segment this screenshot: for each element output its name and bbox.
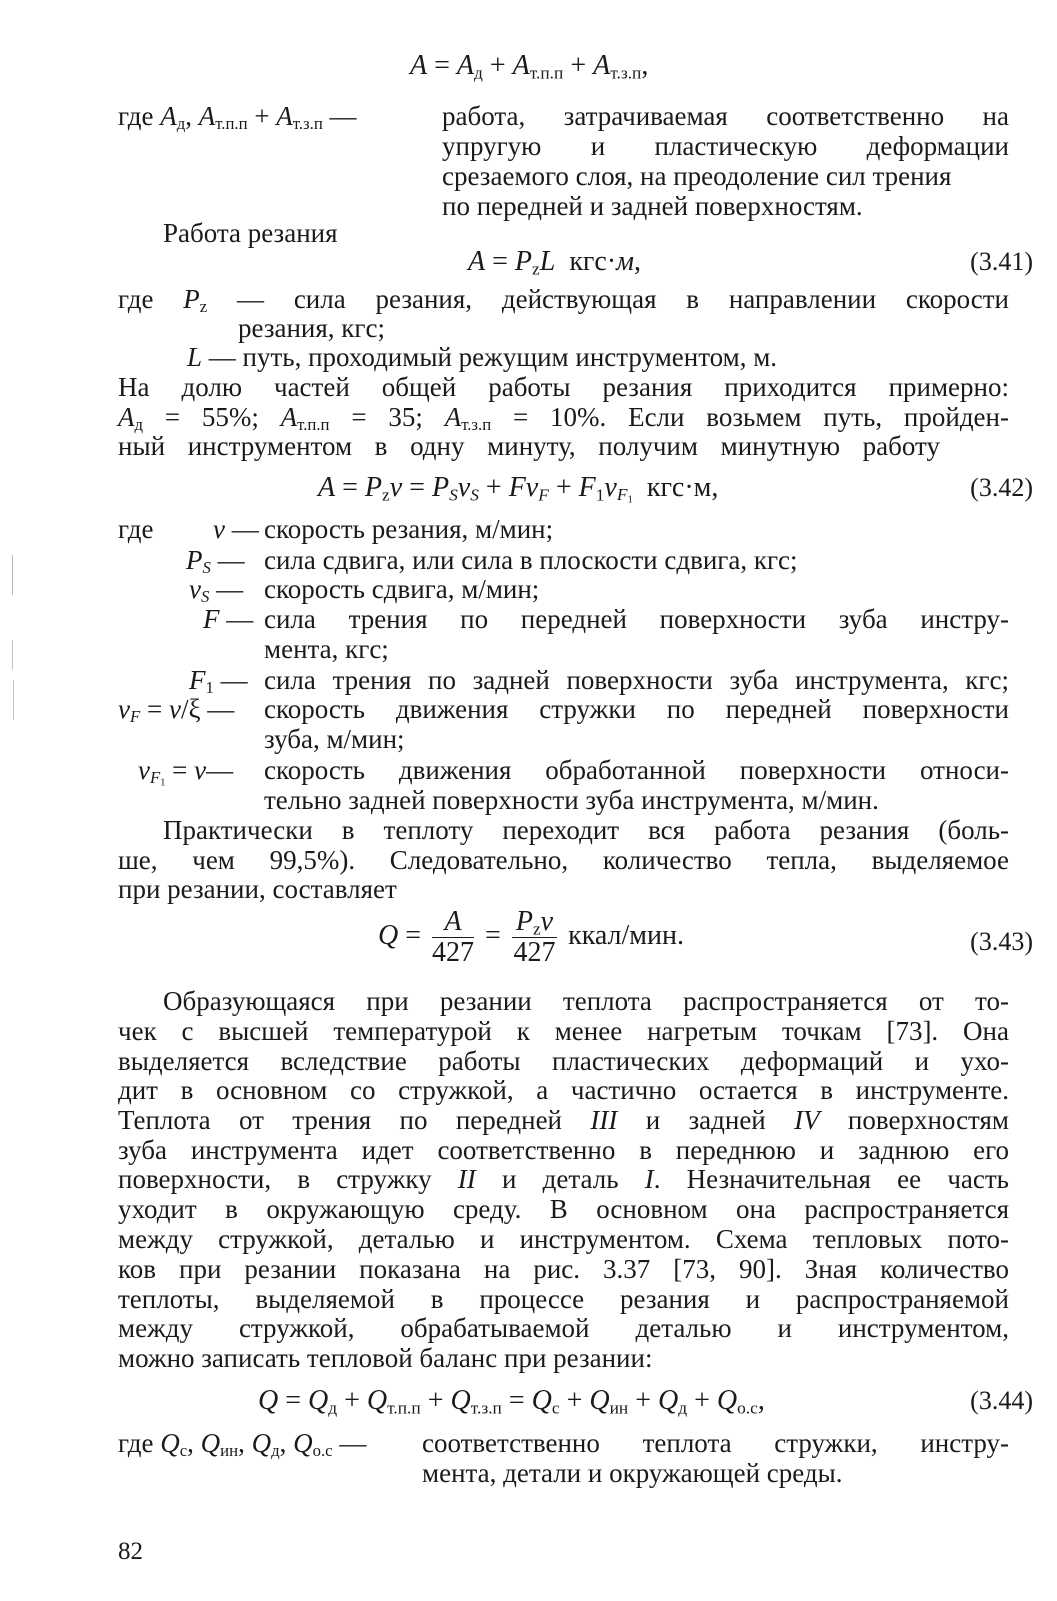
def-f-symbol: F —: [203, 604, 254, 634]
heat-desc-line-1: соответственно теплота стружки, инстру-: [422, 1428, 1009, 1458]
def-where-label: где: [118, 514, 154, 544]
def-vf-cont: зуба, м/мин;: [264, 724, 405, 754]
def-v-text: скорость резания, м/мин;: [264, 514, 554, 544]
where-heat-parts: где $Q_с$, $Q_{ин}$, $Q_д$, $Q_{о.с}$ —: [118, 1428, 367, 1461]
para3-line-10: ков при резании показана на рис. 3.37 [73, 90]. Зная количество: [118, 1254, 1009, 1284]
para1-line-3: ный инструментом в одну минуту, получим минутную работу: [118, 431, 940, 461]
equation-work-sum: $A = A_д + A_{т.п.п} + A_{т.з.п}$,: [410, 50, 649, 83]
para3-line-6: зуба инструмента идет соответственно в переднюю и заднюю его: [118, 1135, 1009, 1165]
para3-line-5: Теплота от трения по передней III и задней IV поверхностям: [118, 1105, 1009, 1135]
scan-mark: [12, 640, 13, 670]
para2-line-3: при резании, составляет: [118, 874, 397, 904]
work-desc-line-1: работа, затрачиваемая соответственно на: [442, 101, 1009, 131]
fraction-pzv-427: [512, 907, 557, 968]
fraction-a-denominator: 427: [432, 937, 475, 969]
para3-line-11: теплоты, выделяемой в процессе резания и распространяемой: [118, 1284, 1009, 1314]
heat-desc-line-2: мента, детали и окружающей среды.: [422, 1458, 843, 1488]
def-f-cont: мента, кгс;: [264, 634, 389, 664]
page-number: 82: [118, 1538, 143, 1565]
work-label: Работа резания: [163, 218, 338, 248]
scan-mark: [12, 555, 13, 595]
para3-line-4: дит в основном со стружкой, а частично остается в инструменте.: [118, 1075, 1009, 1105]
def-ps-symbol: $P_S$ —: [186, 545, 245, 578]
equation-number-3-42: (3.42): [970, 473, 1033, 502]
fraction-a-427: [432, 907, 474, 968]
def-vf1-text: скорость движения обработанной поверхности относи-: [264, 755, 1009, 785]
para3-line-7: поверхности, в стружку II и деталь I. Незначительная ее часть: [118, 1164, 1009, 1194]
work-desc-line-4: по передней и задней поверхностям.: [442, 191, 863, 221]
equation-3-41: $A = P_zL$ кгс·м,: [468, 246, 642, 279]
para1-line-1: На долю частей общей работы резания приходится примерно:: [118, 372, 1009, 402]
def-vs-text: скорость сдвига, м/мин;: [264, 574, 540, 604]
fraction-pzv-numerator: $P_zv$: [512, 907, 557, 938]
para3-line-2: чек с высшей температурой к менее нагретым точкам [73]. Она: [118, 1016, 1009, 1046]
para3-line-13: можно записать тепловой баланс при резании:: [118, 1343, 653, 1373]
def-ps-text: сила сдвига, или сила в плоскости сдвига, кгс;: [264, 545, 798, 575]
l-definition: L — путь, проходимый режущим инструментом, м.: [187, 342, 778, 372]
def-f-text: сила трения по передней поверхности зуба инстру-: [264, 604, 1009, 634]
def-vf1-symbol: $v_{F_1}$ = v—: [138, 755, 234, 789]
work-desc-line-3: срезаемого слоя, на преодоление сил трения: [442, 161, 952, 191]
equation-number-3-44: (3.44): [970, 1386, 1033, 1415]
para2-line-2: ше, чем 99,5%). Следовательно, количество тепла, выделяемое: [118, 845, 1009, 875]
def-f1-symbol: $F_1$ —: [189, 665, 248, 698]
para2-line-1: Практически в теплоту переходит вся работа резания (боль-: [163, 815, 1009, 845]
equation-3-43-unit: ккал/мин.: [568, 920, 684, 951]
fraction-a-numerator: A: [432, 907, 474, 938]
def-vf1-cont: тельно задней поверхности зуба инструмента, м/мин.: [264, 785, 879, 815]
para1-line-2: $A_д = 55\%$; $A_{т.п.п} = 35$; $A_{т.з.п} = 10\%$. Если возьмем путь, пройден-: [118, 402, 1009, 435]
def-f1-text: сила трения по задней поверхности зуба инструмента, кгс;: [264, 665, 1009, 695]
scan-mark: [13, 680, 14, 720]
equation-3-42: $A = P_zv = P_Sv_S + Fv_F + F_1v_{F_1}$ кгс·м,: [318, 472, 719, 507]
def-vf-symbol: $v_F = v/\xi$ —: [118, 694, 235, 727]
def-vf-text: скорость движения стружки по передней поверхности: [264, 694, 1009, 724]
where-work-parts: где $A_д$, $A_{т.п.п} + A_{т.з.п}$ —: [118, 101, 357, 134]
def-v-symbol: v —: [213, 514, 259, 544]
work-desc-line-2: упругую и пластическую деформации: [442, 131, 1009, 161]
para3-line-12: между стружкой, обрабатываемой деталью и инструментом,: [118, 1313, 1009, 1343]
pz-definition-line-1: где $P_z$ — сила резания, действующая в направлении скорости: [118, 284, 1010, 317]
para3-line-3: выделяется вследствие работы пластических деформаций и ухо-: [118, 1046, 1009, 1076]
pz-definition-line-2: резания, кгс;: [238, 313, 385, 343]
equation-3-44: $Q = Q_д + Q_{т.п.п} + Q_{т.з.п} = Q_с + Q_{ин} + Q_д + Q_{о.с}$,: [258, 1385, 765, 1418]
equation-3-43: Q = $\frac{A}{427}$ = $\frac{P_zv}{427}$ ккал/мин.: [378, 906, 684, 969]
fraction-pzv-denominator: 427: [513, 937, 556, 969]
para3-line-1: Образующаяся при резании теплота распространяется от то-: [163, 986, 1009, 1016]
equation-number-3-43: (3.43): [970, 927, 1033, 956]
para3-line-8: уходит в окружающую среду. В основном она распространяется: [118, 1194, 1009, 1224]
def-vs-symbol: $v_S$ —: [189, 574, 244, 607]
para3-line-9: между стружкой, деталью и инструментом. Схема тепловых пото-: [118, 1224, 1009, 1254]
equation-number-3-41: (3.41): [970, 247, 1033, 276]
